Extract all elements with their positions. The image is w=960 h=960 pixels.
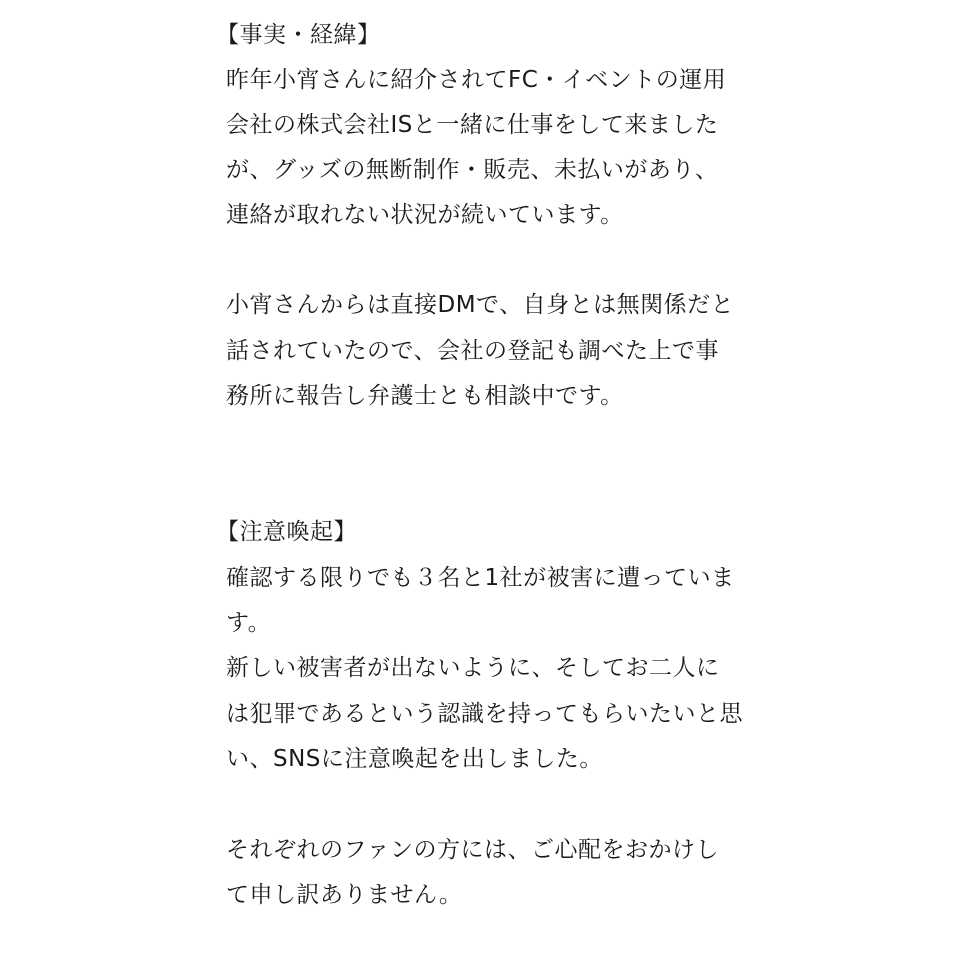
text-line: それぞれのファンの方には、ご心配をおかけし: [226, 837, 720, 863]
text-line: 確認する限りでも３名と1社が被害に遭っていま: [226, 565, 735, 591]
text-line: 昨年小宵さんに紹介されてFC・イベントの運用: [226, 67, 727, 93]
text-line: て申し訳ありません。: [226, 882, 463, 908]
text-line: 会社の株式会社ISと一緒に仕事をして来ました: [226, 112, 719, 138]
text-line: は犯罪であるという認識を持ってもらいたいと思: [226, 701, 743, 727]
text-line: す。: [226, 610, 272, 636]
text-line: 小宵さんからは直接DMで、自身とは無関係だと: [226, 292, 735, 318]
section-heading-warning: 【注意喚起】: [216, 519, 357, 545]
text-line: 務所に報告し弁護士とも相談中です。: [226, 383, 624, 409]
text-line: 連絡が取れない状況が続いています。: [226, 202, 624, 228]
text-line: 話されていたので、会社の登記も調べた上で事: [226, 338, 720, 364]
text-line: 新しい被害者が出ないように、そしてお二人に: [226, 655, 720, 681]
section-heading-facts: 【事実・経緯】: [216, 22, 381, 48]
text-line: が、グッズの無断制作・販売、未払いがあり、: [226, 157, 719, 183]
text-line: い、SNSに注意喚起を出しました。: [226, 746, 603, 772]
